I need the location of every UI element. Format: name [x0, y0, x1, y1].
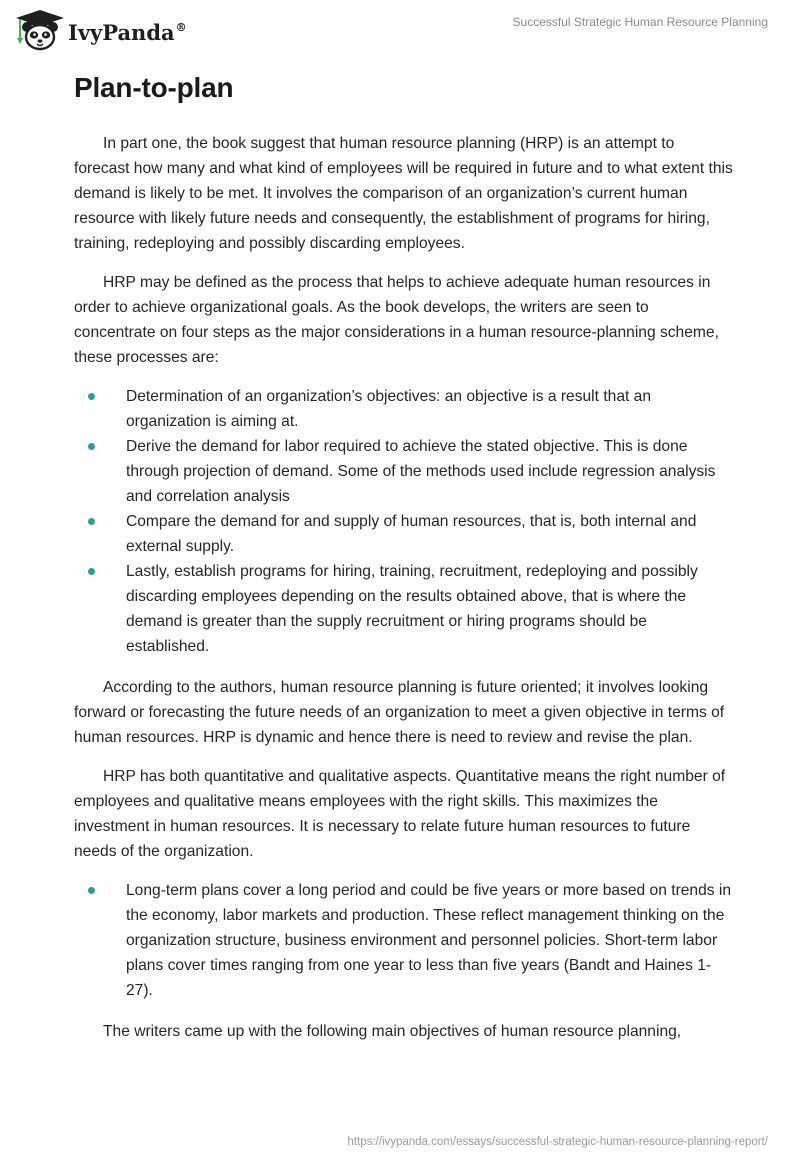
list-item: [74, 434, 734, 509]
list-item: [74, 559, 734, 659]
plans-list: [74, 878, 734, 1003]
list-item: [74, 384, 734, 434]
bullet-icon: [88, 443, 95, 450]
paragraph-1: In part one, the book suggest that human resource planning (HRP) is an attempt to forecast how many and what kind of employees will be required in future and to what extent this demand is likely to be met. It involves the comparison of an organization’s current human resource with likely future needs and consequently, the establishment of programs for hiring, training, redeploying and possibly discarding employees.: [74, 135, 733, 252]
list-item-text: Derive the demand for labor required to achieve the stated objective. This is done through projection of demand. Some of the methods used include regression analysis and correlation analysis: [126, 438, 716, 505]
logo-wordmark: [68, 20, 187, 45]
list-item-text: Compare the demand for and supply of human resources, that is, both internal and external supply.: [126, 513, 697, 555]
paragraph-5: The writers came up with the following main objectives of human resource planning,: [103, 1023, 682, 1040]
list-item-text: Long-term plans cover a long period and could be five years or more based on trends in the economy, labor markets and production. These reflect management thinking on the organization structure, business environment and personnel policies. Short-term labor plans cover times ranging from one year to less than five years (Bandt and Haines 1-27).: [126, 882, 732, 999]
list-item: [74, 878, 734, 1003]
bullet-icon: [88, 518, 95, 525]
list-item-text: Determination of an organization’s objectives: an objective is a result that an organization is aiming at.: [126, 388, 652, 430]
list-item-text: Lastly, establish programs for hiring, training, recruitment, redeploying and possibly discarding employees depending on the results obtained above, that is where the demand is greater than the supply recruitment or hiring programs should be established.: [126, 563, 698, 655]
bullet-icon: [88, 393, 95, 400]
paragraph-3: According to the authors, human resource planning is future oriented; it involves looking forward or forecasting the future needs of an organization to meet a given objective in terms of human resources. HRP is dynamic and hence there is need to review and revise the plan.: [74, 679, 725, 746]
registered-mark: ®: [175, 20, 187, 34]
list-item: [74, 509, 734, 559]
panda-graduate-icon: [14, 8, 66, 52]
logo-text: IvyPanda: [68, 19, 175, 45]
bullet-icon: [88, 887, 95, 894]
bullet-icon: [88, 568, 95, 575]
paragraph-2: HRP may be defined as the process that helps to achieve adequate human resources in order to achieve organizational goals. As the book develops, the writers are seen to concentrate on four steps as the major considerations in a human resource-planning scheme, these processes are:: [74, 274, 719, 366]
document-title: Successful Strategic Human Resource Planning: [512, 15, 768, 29]
steps-list: [74, 384, 734, 659]
section-heading: Plan-to-plan: [74, 72, 234, 103]
paragraph-4: HRP has both quantitative and qualitative aspects. Quantitative means the right number of employees and qualitative means employees with the right skills. This maximizes the investment in human resources. It is necessary to relate future human resources to future needs of the organization.: [74, 768, 726, 860]
ivypanda-logo[interactable]: [14, 8, 187, 52]
article-body: [74, 131, 734, 1058]
page-header: [0, 0, 800, 60]
source-url[interactable]: https://ivypanda.com/essays/successful-strategic-human-resource-planning-report/: [347, 1136, 768, 1148]
